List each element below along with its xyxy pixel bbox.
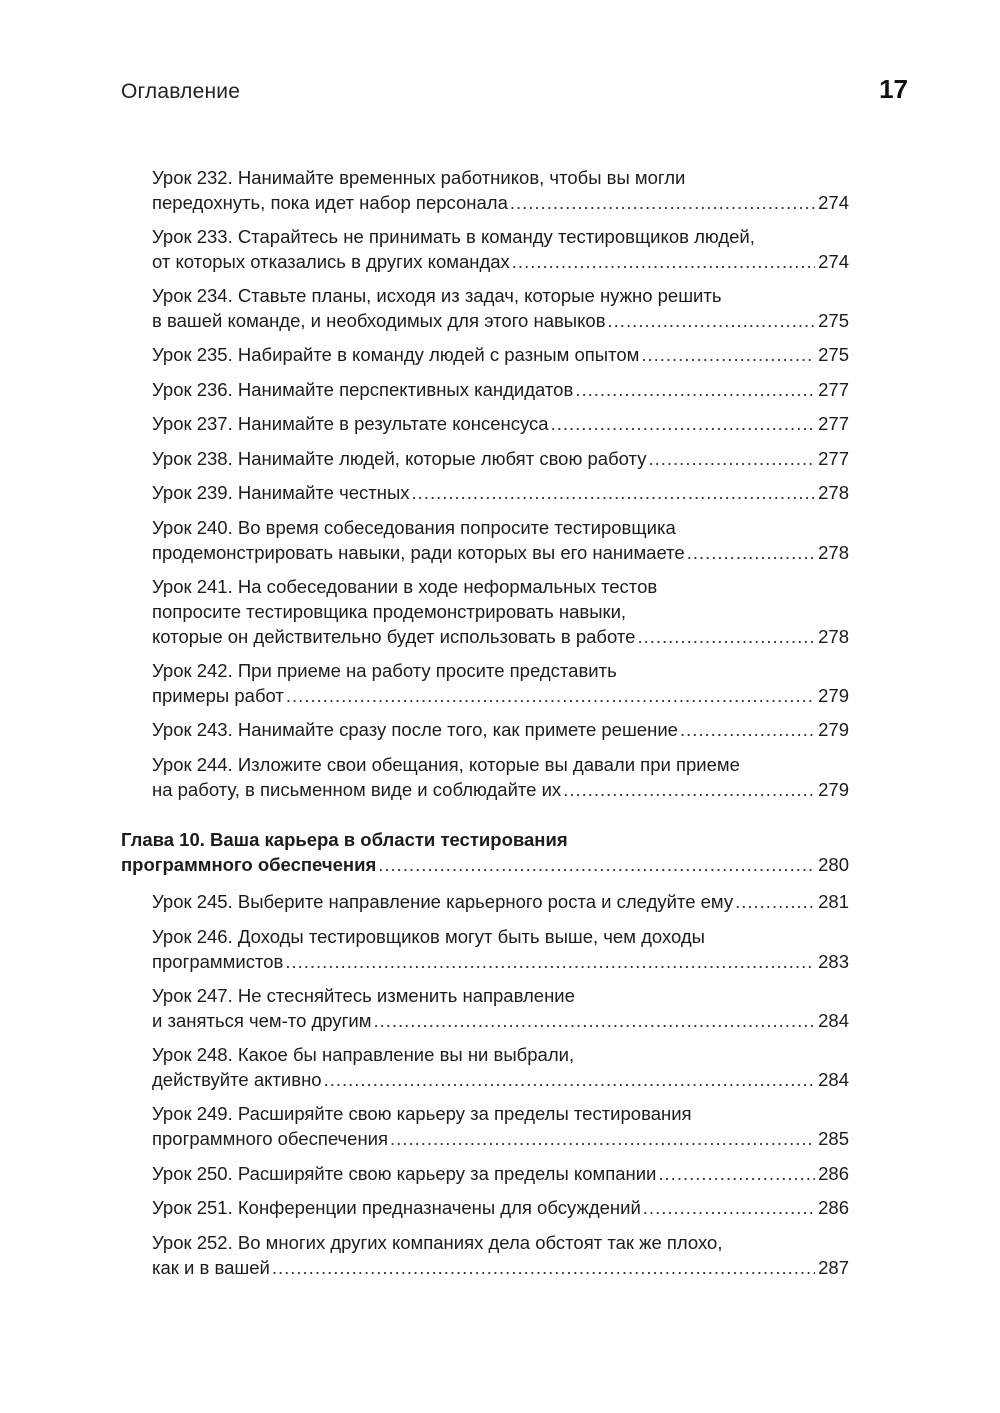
entry-title-line: на работу, в письменном виде и соблюдайте их (152, 779, 562, 800)
entry-page-number: 278 (818, 542, 849, 563)
entry-page-number: 281 (818, 891, 849, 912)
page-number: 17 (879, 74, 908, 104)
entry-title-line: Урок 236. Нанимайте перспективных кандидатов (152, 379, 574, 400)
toc-lesson-entry (152, 515, 849, 565)
entry-title-line: Урок 248. Какое бы направление вы ни выбрали, (152, 1044, 575, 1065)
entry-title-line: Урок 233. Старайтесь не принимать в команду тестировщиков людей, (152, 226, 755, 247)
entry-page-number: 274 (818, 251, 849, 272)
entry-last-line (152, 717, 849, 742)
entry-title-line: программистов (152, 951, 284, 972)
entry-last-line (152, 308, 849, 333)
toc-lesson-entry (152, 1101, 849, 1151)
dot-leader (510, 190, 815, 215)
entry-page-number: 277 (818, 413, 849, 434)
entry-title-line: Урок 241. На собеседовании в ходе неформальных тестов (152, 576, 658, 597)
dot-leader (637, 624, 815, 649)
toc-lesson-entry (152, 924, 849, 974)
dot-leader (648, 446, 815, 471)
entry-title-line: Урок 239. Нанимайте честных (152, 482, 410, 503)
toc-lesson-entry (152, 574, 849, 649)
entry-last-line (152, 1255, 849, 1280)
dot-leader (512, 249, 815, 274)
entry-last-line (152, 377, 849, 402)
dot-leader (378, 852, 815, 877)
toc-lesson-entry (152, 1161, 849, 1186)
entry-page-number: 279 (818, 685, 849, 706)
dot-leader (551, 411, 816, 436)
toc-lesson-entry (152, 165, 849, 215)
entry-last-line (152, 949, 849, 974)
entry-last-line (152, 777, 849, 802)
toc-lesson-entry (152, 752, 849, 802)
dot-leader (285, 949, 815, 974)
dot-leader (735, 889, 815, 914)
entry-last-line (152, 446, 849, 471)
entry-last-line (152, 249, 849, 274)
toc-lesson-entry (152, 983, 849, 1033)
entry-page-number: 283 (818, 951, 849, 972)
entry-page-number: 285 (818, 1128, 849, 1149)
entry-title-line: Урок 234. Ставьте планы, исходя из задач, которые нужно решить (152, 285, 722, 306)
toc-lesson-entry (152, 411, 849, 436)
entry-title-line: Урок 247. Не стесняйтесь изменить направление (152, 985, 575, 1006)
entry-page-number: 274 (818, 192, 849, 213)
toc-lesson-entry (152, 480, 849, 505)
dot-leader (680, 717, 815, 742)
entry-last-line (152, 1195, 849, 1220)
entry-title-line: Урок 251. Конференции предназначены для обсуждений (152, 1197, 641, 1218)
entry-last-line (152, 540, 849, 565)
entry-last-line (152, 683, 849, 708)
dot-leader (575, 377, 815, 402)
entry-title-line: Урок 242. При приеме на работу просите представить (152, 660, 617, 681)
entry-title-line: Урок 246. Доходы тестировщиков могут быть выше, чем доходы (152, 926, 705, 947)
entry-last-line (152, 889, 849, 914)
dot-leader (658, 1161, 815, 1186)
entry-last-line (152, 190, 849, 215)
entry-page-number: 279 (818, 779, 849, 800)
entry-title-line: Урок 245. Выберите направление карьерного роста и следуйте ему (152, 891, 734, 912)
entry-title-line: попросите тестировщика продемонстрировать навыки, (152, 601, 627, 622)
entry-page-number: 278 (818, 626, 849, 647)
dot-leader (687, 540, 815, 565)
entry-page-number: 286 (818, 1163, 849, 1184)
entry-title-line: Урок 240. Во время собеседования попросите тестировщика (152, 517, 676, 538)
entry-title-line: Урок 243. Нанимайте сразу после того, как примете решение (152, 719, 678, 740)
toc-lesson-entry (152, 1230, 849, 1280)
entry-title-line: Урок 249. Расширяйте свою карьеру за пределы тестирования (152, 1103, 692, 1124)
entry-title-line: продемонстрировать навыки, ради которых вы его нанимаете (152, 542, 685, 563)
entry-title-line: которые он действительно будет использовать в работе (152, 626, 636, 647)
toc-lesson-entry (152, 342, 849, 367)
entry-page-number: 275 (818, 344, 849, 365)
entry-page-number: 286 (818, 1197, 849, 1218)
entry-title-line: Урок 235. Набирайте в команду людей с разным опытом (152, 344, 640, 365)
entry-title-line: передохнуть, пока идет набор персонала (152, 192, 508, 213)
dot-leader (641, 342, 815, 367)
entry-title-line: Урок 244. Изложите свои обещания, которые вы давали при приеме (152, 754, 740, 775)
entry-page-number: 284 (818, 1010, 849, 1031)
toc-lesson-entry (152, 658, 849, 708)
entry-last-line (152, 1126, 849, 1151)
entry-title-line: от которых отказались в других командах (152, 251, 510, 272)
entry-title-line: программного обеспечения (121, 854, 377, 875)
entry-page-number: 275 (818, 310, 849, 331)
entry-last-line (152, 411, 849, 436)
entry-title-line: Урок 232. Нанимайте временных работников, чтобы вы могли (152, 167, 686, 188)
toc-lesson-entry (152, 717, 849, 742)
dot-leader (324, 1067, 816, 1092)
toc-chapter-entry (121, 827, 849, 877)
entry-title-line: Глава 10. Ваша карьера в области тестирования (121, 829, 568, 850)
entry-page-number: 277 (818, 448, 849, 469)
dot-leader (608, 308, 816, 333)
entry-title-line: в вашей команде, и необходимых для этого навыков (152, 310, 606, 331)
running-header-title: Оглавление (121, 80, 241, 103)
entry-last-line (152, 1161, 849, 1186)
toc-lesson-entry (152, 283, 849, 333)
entry-title-line: Урок 250. Расширяйте свою карьеру за пределы компании (152, 1163, 657, 1184)
entry-title-line: действуйте активно (152, 1069, 322, 1090)
entry-page-number: 278 (818, 482, 849, 503)
entry-title-line: Урок 238. Нанимайте людей, которые любят свою работу (152, 448, 647, 469)
entry-last-line (152, 480, 849, 505)
entry-last-line (152, 1008, 849, 1033)
dot-leader (373, 1008, 815, 1033)
toc-lesson-entry (152, 1042, 849, 1092)
entry-page-number: 284 (818, 1069, 849, 1090)
entry-title-line: Урок 237. Нанимайте в результате консенсуса (152, 413, 549, 434)
entry-page-number: 287 (818, 1257, 849, 1278)
entry-page-number: 277 (818, 379, 849, 400)
toc-lesson-entry (152, 224, 849, 274)
entry-last-line (152, 342, 849, 367)
entry-title-line: примеры работ (152, 685, 284, 706)
toc-lesson-entry (152, 889, 849, 914)
dot-leader (563, 777, 815, 802)
toc-lesson-entry (152, 377, 849, 402)
entry-title-line: Урок 252. Во многих других компаниях дела обстоят так же плохо, (152, 1232, 723, 1253)
entry-page-number: 279 (818, 719, 849, 740)
dot-leader (390, 1126, 815, 1151)
dot-leader (272, 1255, 815, 1280)
dot-leader (643, 1195, 815, 1220)
entry-last-line (152, 624, 849, 649)
entry-page-number: 280 (818, 854, 849, 875)
entry-title-line: и заняться чем-то другим (152, 1010, 372, 1031)
dot-leader (286, 683, 815, 708)
toc-lesson-entry (152, 446, 849, 471)
entry-last-line (152, 1067, 849, 1092)
dot-leader (412, 480, 816, 505)
toc-lesson-entry (152, 1195, 849, 1220)
entry-title-line: как и в вашей (152, 1257, 270, 1278)
entry-title-line: программного обеспечения (152, 1128, 389, 1149)
entry-last-line (121, 852, 849, 877)
